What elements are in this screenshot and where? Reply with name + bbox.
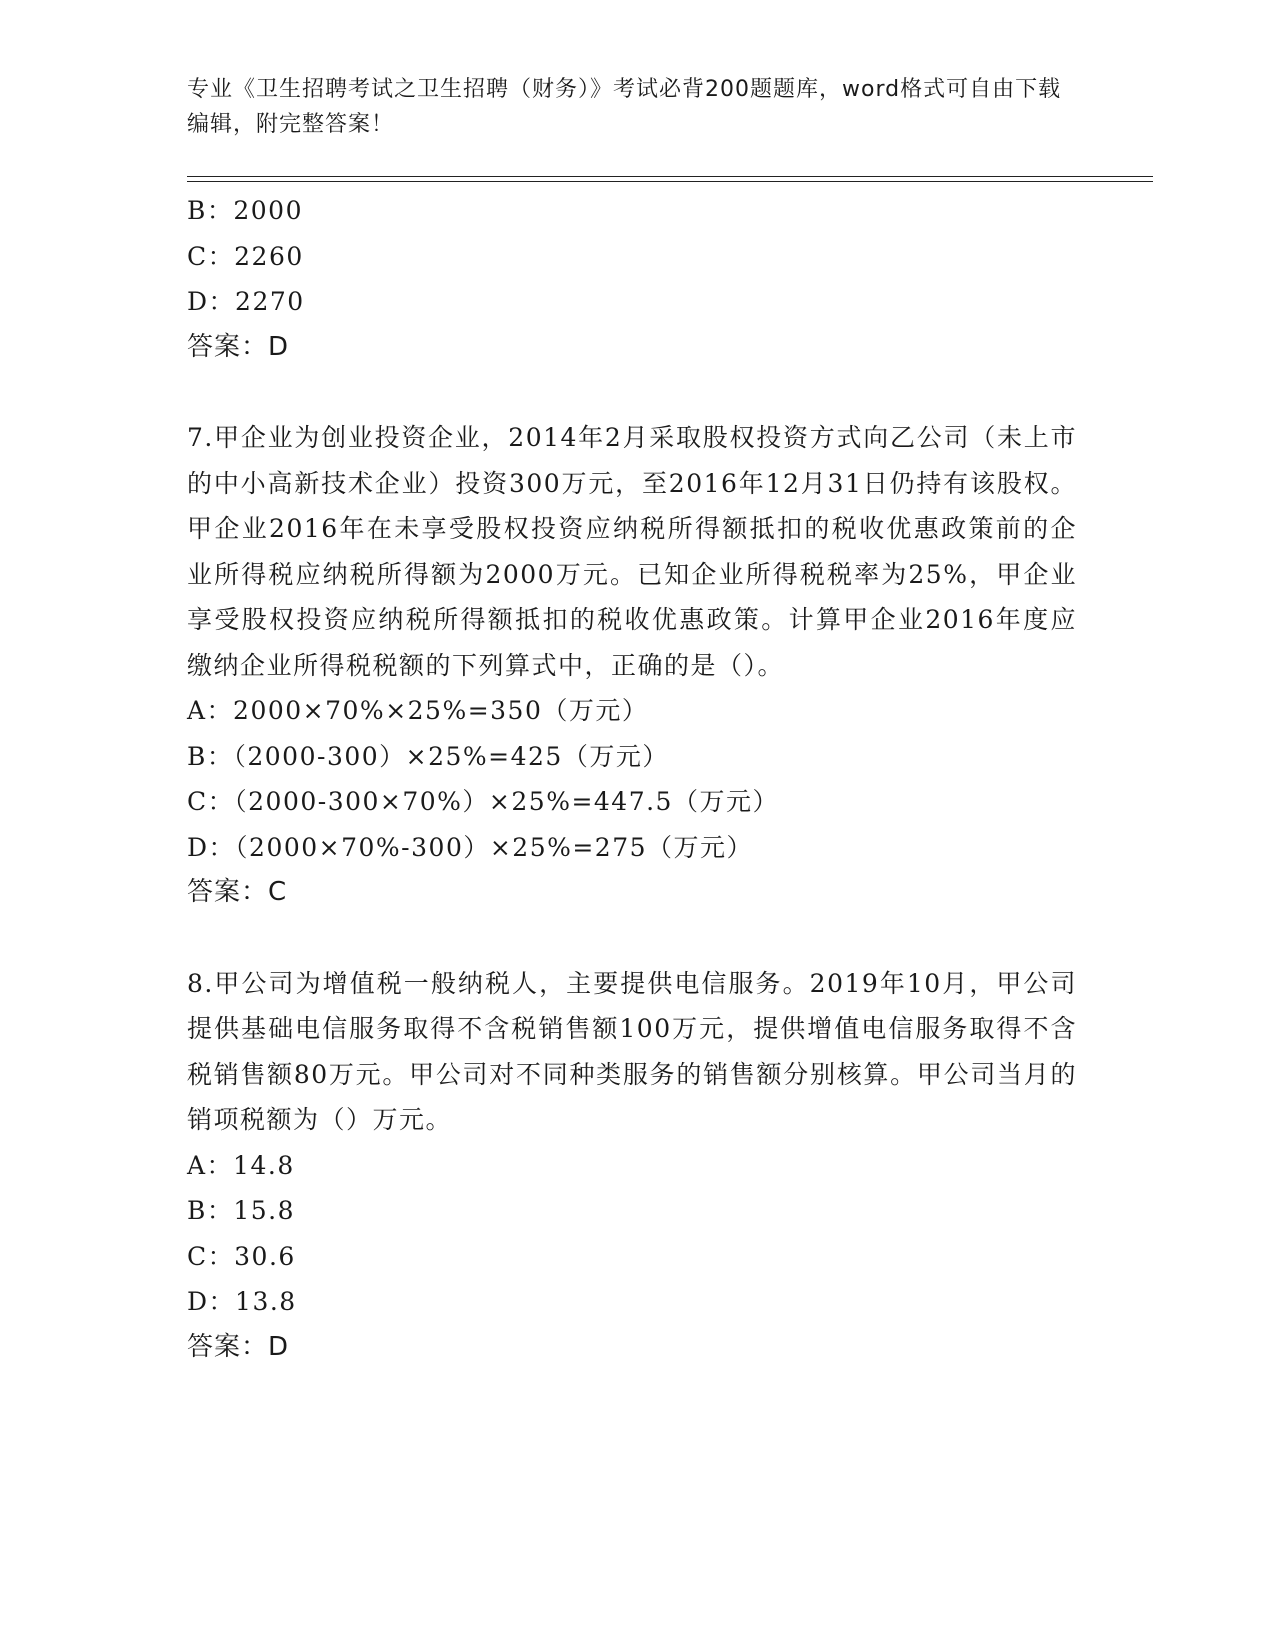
option-c: C：2260	[187, 241, 304, 271]
question-7	[187, 415, 1077, 916]
option-b: B：2000	[187, 196, 303, 225]
option-d: D：（2000×70%-300）×25%=275（万元）	[187, 832, 754, 862]
question-text: 7.甲企业为创业投资企业，2014年2月采取股权投资方式向乙公司（未上市的中小高新技术企业）投资300万元，至2016年12月31日仍持有该股权。甲企业2016年在未享受股权投资应纳税所得额抵扣的税收优惠政策前的企业所得税应纳税所得额为2000万元。已知企业所得税税率为25%，甲企业享受股权投资应纳税所得额抵扣的税收优惠政策。计算甲企业2016年度应缴纳企业所得税税额的下列算式中，正确的是（）。	[187, 423, 1077, 680]
option-c: C：（2000-300×70%）×25%=447.5（万元）	[187, 787, 779, 816]
answer-line: 答案：C	[187, 877, 288, 907]
question-text: 8.甲公司为增值税一般纳税人，主要提供电信服务。2019年10月，甲公司提供基础电信服务取得不含税销售额100万元，提供增值电信服务取得不含税销售额80万元。甲公司对不同种类服务的销售额分别核算。甲公司当月的销项税额为（）万元。	[187, 968, 1077, 1134]
page-header: 专业《卫生招聘考试之卫生招聘（财务）》考试必背200题题库，word格式可自由下载编辑，附完整答案！	[187, 77, 1062, 137]
answer-line: 答案：D	[187, 1331, 290, 1362]
option-c: C：30.6	[187, 1241, 296, 1271]
option-b: B：15.8	[187, 1196, 296, 1225]
answer-line: 答案：D	[187, 331, 290, 362]
question-8	[187, 961, 1077, 1371]
option-b: B：（2000-300）×25%=425（万元）	[187, 741, 669, 771]
header-rule-bottom	[187, 181, 1153, 182]
document-body	[187, 188, 1077, 1370]
previous-question-tail	[187, 188, 1077, 370]
option-d: D：13.8	[187, 1287, 297, 1316]
header-rule-top	[187, 176, 1153, 177]
option-a: A：14.8	[187, 1150, 295, 1180]
option-d: D：2270	[187, 287, 305, 316]
option-a: A：2000×70%×25%=350（万元）	[187, 696, 649, 725]
